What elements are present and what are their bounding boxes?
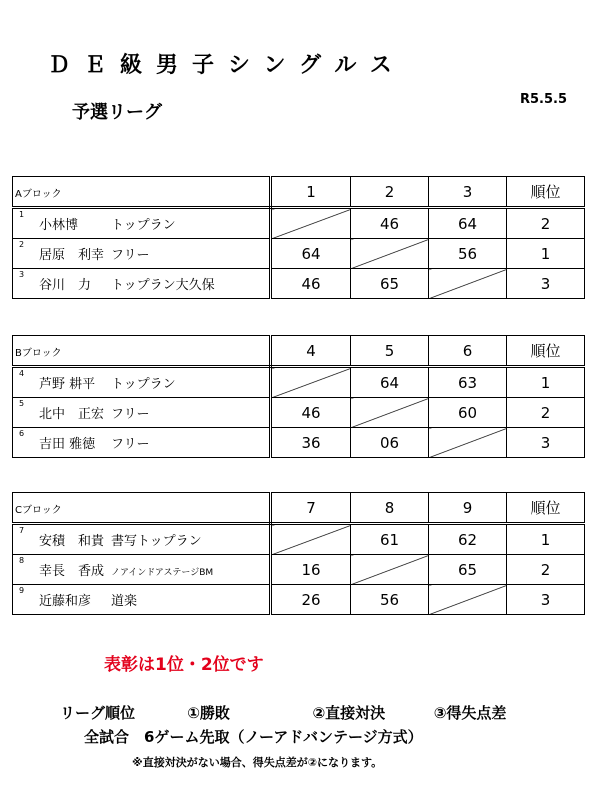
score-cell: 46: [351, 208, 429, 239]
player-cell: [13, 555, 271, 585]
player-name: 芦野 耕平: [39, 377, 96, 392]
player-club: 道楽: [111, 594, 138, 609]
player-cell: [13, 398, 271, 428]
table-header-row: [13, 493, 585, 524]
block-name: Bブロック: [15, 347, 62, 359]
date-label: R5.5.5: [520, 92, 568, 107]
score-cell: 63: [429, 367, 507, 398]
table-row: [13, 208, 585, 239]
rank-cell: 1: [507, 524, 585, 555]
player-number: 5: [19, 399, 25, 408]
page-subtitle: 予選リーグ: [72, 102, 162, 123]
score-cell: 65: [351, 269, 429, 299]
league-table: [12, 176, 585, 299]
column-header: 7: [271, 493, 351, 524]
score-cell: 56: [429, 239, 507, 269]
self-match-cell: [429, 428, 507, 458]
score-cell: 06: [351, 428, 429, 458]
self-match-cell: [429, 269, 507, 299]
player-cell: [13, 524, 271, 555]
block-name: Cブロック: [15, 504, 62, 516]
page-title: ＤＥ級男子シングルス: [48, 53, 406, 78]
rules-note: ※直接対決がない場合、得失点差が②になります。: [132, 756, 383, 769]
column-header: 2: [351, 177, 429, 208]
rank-cell: 1: [507, 367, 585, 398]
player-cell: [13, 367, 271, 398]
table-row: [13, 269, 585, 299]
score-cell: 64: [351, 367, 429, 398]
table-row: [13, 585, 585, 615]
player-club: トップラン大久保: [111, 278, 215, 293]
self-match-cell: [351, 239, 429, 269]
player-name: 北中 正宏: [39, 407, 105, 422]
player-name: 幸長 香成: [39, 564, 105, 579]
player-club: フリー: [111, 407, 150, 422]
column-header: 6: [429, 336, 507, 367]
league-table: [12, 335, 585, 458]
column-header: 1: [271, 177, 351, 208]
player-club: トップラン: [111, 218, 176, 233]
player-name: 安積 和貴: [39, 534, 105, 549]
rank-cell: 2: [507, 555, 585, 585]
league-table: [12, 492, 585, 615]
score-cell: 36: [271, 428, 351, 458]
player-club: フリー: [111, 248, 150, 263]
criterion-2: ②直接対決: [312, 704, 386, 722]
criterion-3: ③得失点差: [433, 704, 507, 722]
score-cell: 60: [429, 398, 507, 428]
rank-cell: 3: [507, 428, 585, 458]
table-row: [13, 398, 585, 428]
score-cell: 26: [271, 585, 351, 615]
player-name: 居原 利幸: [39, 248, 105, 263]
score-cell: 56: [351, 585, 429, 615]
rank-cell: 3: [507, 585, 585, 615]
player-number: 1: [19, 210, 25, 219]
score-cell: 16: [271, 555, 351, 585]
rank-cell: 2: [507, 398, 585, 428]
rank-cell: 3: [507, 269, 585, 299]
player-number: 9: [19, 586, 25, 595]
rank-header: 順位: [507, 493, 585, 524]
self-match-cell: [271, 524, 351, 555]
rank-cell: 1: [507, 239, 585, 269]
player-cell: [13, 208, 271, 239]
score-cell: 64: [271, 239, 351, 269]
table-header-row: [13, 336, 585, 367]
table-header-row: [13, 177, 585, 208]
column-header: 4: [271, 336, 351, 367]
player-number: 2: [19, 240, 25, 249]
rank-header: 順位: [507, 336, 585, 367]
self-match-cell: [351, 398, 429, 428]
player-name: 谷川 力: [39, 278, 92, 293]
player-number: 7: [19, 526, 25, 535]
rank-cell: 2: [507, 208, 585, 239]
player-club: フリー: [111, 437, 150, 452]
table-row: [13, 367, 585, 398]
player-name: 吉田 雅徳: [39, 437, 96, 452]
rank-header: 順位: [507, 177, 585, 208]
score-cell: 65: [429, 555, 507, 585]
score-cell: 62: [429, 524, 507, 555]
player-cell: [13, 239, 271, 269]
self-match-cell: [429, 585, 507, 615]
table-row: [13, 555, 585, 585]
self-match-cell: [271, 208, 351, 239]
award-notice: 表彰は1位・2位です: [104, 655, 264, 675]
column-header: 8: [351, 493, 429, 524]
score-cell: 64: [429, 208, 507, 239]
player-number: 6: [19, 429, 25, 438]
player-club: トップラン: [111, 377, 176, 392]
player-number: 4: [19, 369, 25, 378]
match-format: 全試合 6ゲーム先取（ノーアドバンテージ方式）: [84, 728, 423, 746]
table-row: [13, 239, 585, 269]
table-row: [13, 524, 585, 555]
score-cell: 46: [271, 269, 351, 299]
player-number: 3: [19, 270, 25, 279]
player-cell: [13, 269, 271, 299]
player-club: 書写トップラン: [111, 534, 202, 549]
ranking-criteria: [60, 702, 506, 723]
column-header: 3: [429, 177, 507, 208]
player-name: 小林博: [39, 218, 79, 233]
player-cell: [13, 428, 271, 458]
score-cell: 46: [271, 398, 351, 428]
ranking-label: リーグ順位: [60, 704, 136, 722]
self-match-cell: [351, 555, 429, 585]
self-match-cell: [271, 367, 351, 398]
criterion-1: ①勝敗: [187, 704, 230, 722]
player-number: 8: [19, 556, 25, 565]
player-cell: [13, 585, 271, 615]
column-header: 9: [429, 493, 507, 524]
table-row: [13, 428, 585, 458]
block-name: Aブロック: [15, 188, 62, 200]
column-header: 5: [351, 336, 429, 367]
score-cell: 61: [351, 524, 429, 555]
player-club: ノアインドアステージBM: [111, 568, 214, 578]
player-name: 近藤和彦: [39, 594, 92, 609]
